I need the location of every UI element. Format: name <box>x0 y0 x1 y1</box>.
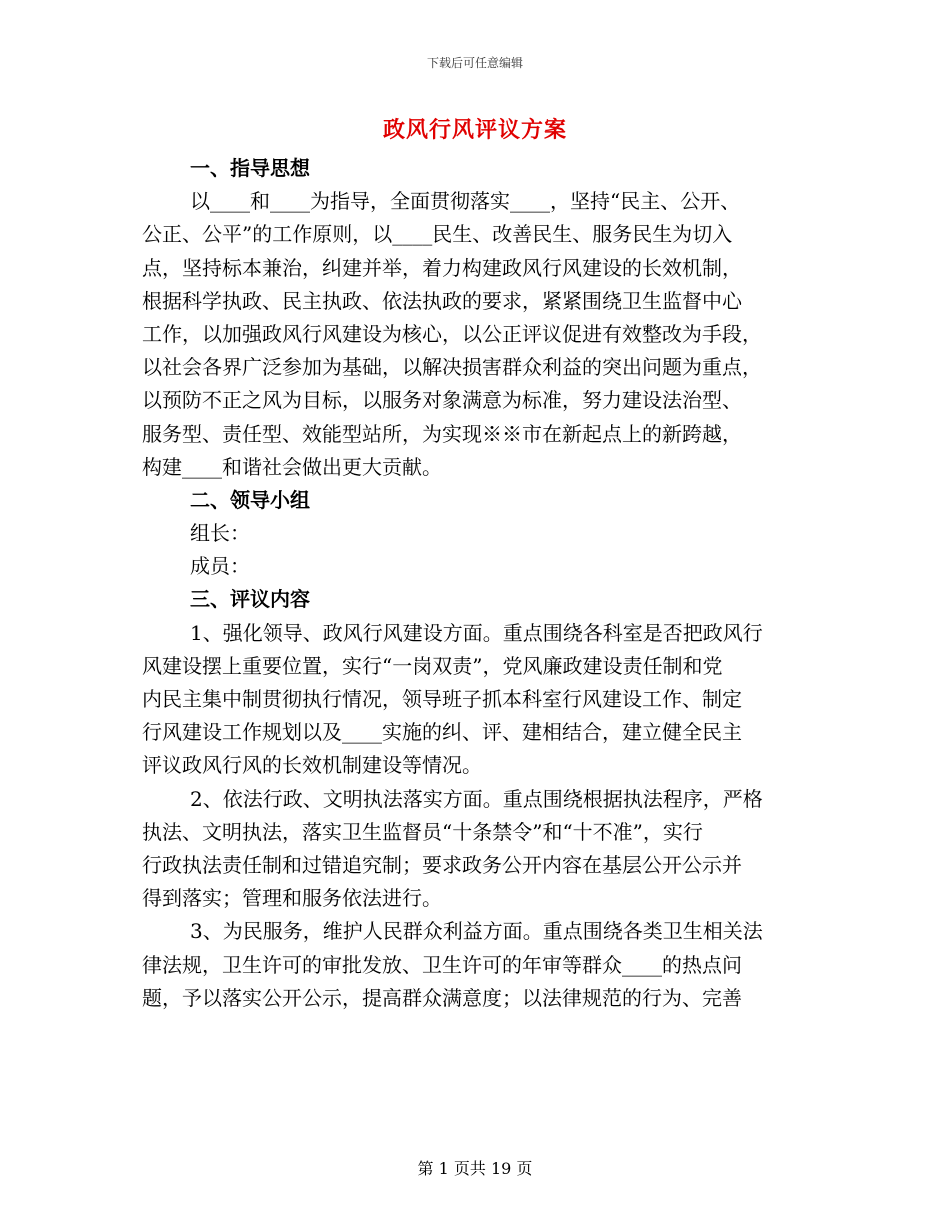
section-heading: 二、领导小组 <box>190 487 310 512</box>
paragraph-line: 点，坚持标本兼治，纠建并举，着力构建政风行风建设的长效机制， <box>142 255 742 280</box>
paragraph-line: 2、依法行政、文明执法落实方面。重点围绕根据执法程序，严格 <box>190 786 763 811</box>
paragraph-line: 公正、公平”的工作原则，以____民生、改善民生、服务民生为切入 <box>142 222 733 247</box>
paragraph-line: 服务型、责任型、效能型站所，为实现※※市在新起点上的新跨越， <box>142 421 742 446</box>
paragraph-line: 得到落实；管理和服务依法进行。 <box>142 886 442 911</box>
paragraph-line: 题，予以落实公开公示，提高群众满意度；以法律规范的行为、完善 <box>142 985 742 1010</box>
paragraph-line: 以预防不正之风为目标，以服务对象满意为标准，努力建设法治型、 <box>142 388 742 413</box>
paragraph-line: 3、为民服务，维护人民群众利益方面。重点围绕各类卫生相关法 <box>190 919 763 944</box>
group-members-line: 成员： <box>190 554 250 579</box>
paragraph-line: 评议政风行风的长效机制建设等情况。 <box>142 753 482 778</box>
paragraph-line: 以____和____为指导，全面贯彻落实____，坚持“民主、公开、 <box>190 189 741 214</box>
paragraph-line: 执法、文明执法，落实卫生监督员“十条禁令”和“十不准”，实行 <box>142 819 703 844</box>
section-heading: 一、指导思想 <box>190 156 310 180</box>
paragraph-line: 1、强化领导、政风行风建设方面。重点围绕各科室是否把政风行 <box>190 620 763 645</box>
document-title: 政风行风评议方案 <box>382 117 567 143</box>
document-body <box>142 152 808 1015</box>
page-footer: 第 1 页共 19 页 <box>417 1159 533 1178</box>
group-leader-line: 组长： <box>190 521 250 546</box>
paragraph-line: 构建____和谐社会做出更大贡献。 <box>142 454 442 479</box>
paragraph-line: 以社会各界广泛参加为基础，以解决损害群众利益的突出问题为重点， <box>142 355 762 380</box>
paragraph-line: 根据科学执政、民主执政、依法执政的要求，紧紧围绕卫生监督中心 <box>142 288 742 313</box>
header-note: 下载后可任意编辑 <box>426 56 523 70</box>
paragraph-line: 行政执法责任制和过错追究制；要求政务公开内容在基层公开公示并 <box>142 852 742 877</box>
paragraph-line: 律法规，卫生许可的审批发放、卫生许可的年审等群众____的热点问 <box>142 952 742 977</box>
paragraph-line: 工作，以加强政风行风建设为核心，以公正评议促进有效整改为手段， <box>142 321 762 346</box>
paragraph-line: 行风建设工作规划以及____实施的纠、评、建相结合，建立健全民主 <box>142 720 742 745</box>
section-heading: 三、评议内容 <box>190 587 310 612</box>
paragraph-line: 风建设摆上重要位置，实行“一岗双责”，党风廉政建设责任制和党 <box>142 653 723 678</box>
paragraph-line: 内民主集中制贯彻执行情况，领导班子抓本科室行风建设工作、制定 <box>142 687 742 711</box>
